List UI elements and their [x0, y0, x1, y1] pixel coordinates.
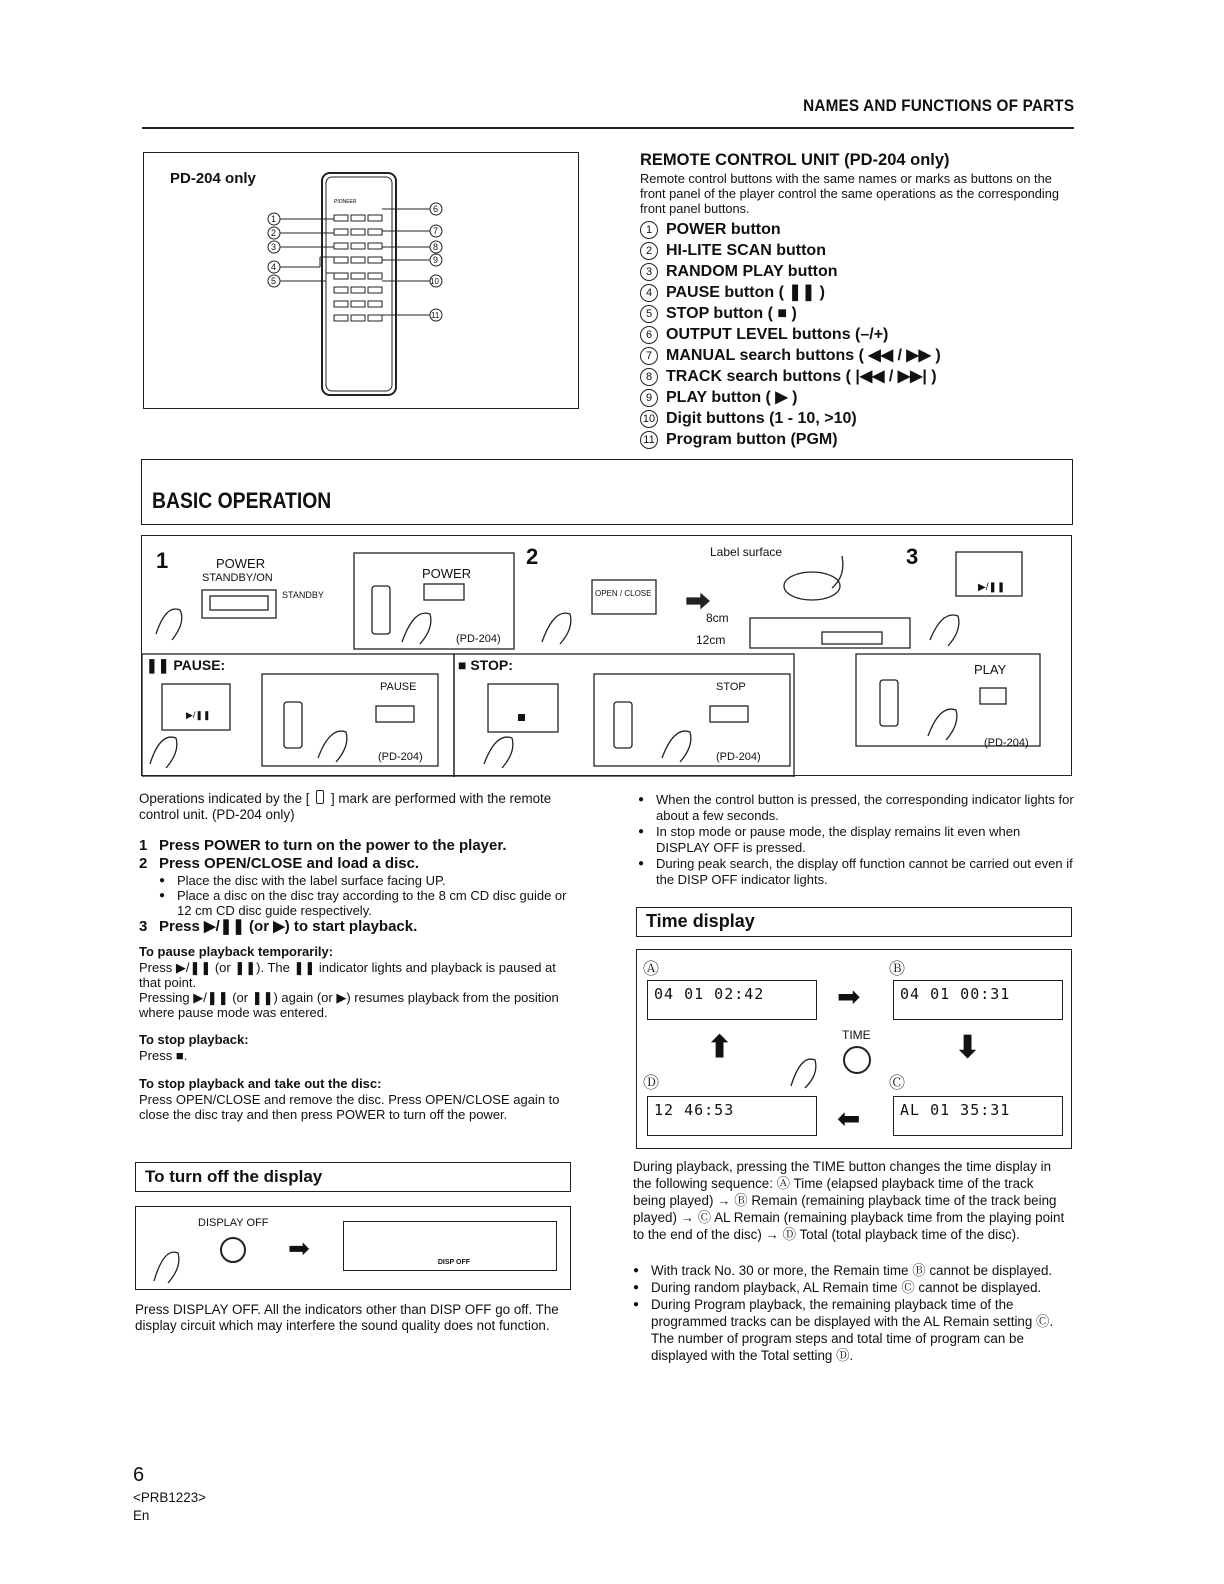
section-title: BASIC OPERATION	[152, 488, 332, 513]
item-label: HI-LITE SCAN button	[666, 242, 826, 259]
pause-body-2: Pressing ▶/❚❚ (or ❚❚) again (or ▶) resumes playback from the position where pause mode was entered.	[139, 990, 559, 1020]
left-text-column	[139, 790, 575, 1122]
arrow-up-icon: ⬆	[707, 1031, 733, 1064]
lcd-a: 04 01 02:42	[647, 980, 817, 1020]
bullet-item: ● During Program playback, the remaining playback time of the programmed tracks can be displayed with the AL Remain setting Ⓒ. The number of program steps and total time of program can be displayed with the Total setting Ⓓ.	[633, 1296, 1069, 1364]
remote-function-item	[640, 261, 1076, 282]
step-text: Press POWER to turn on the power to the player.	[159, 837, 507, 854]
finger-icon	[787, 1040, 827, 1090]
item-number: 1	[640, 221, 658, 239]
svg-text:8: 8	[433, 242, 439, 252]
display-off-button-label: DISPLAY OFF	[198, 1217, 269, 1229]
remote-function-item	[640, 282, 1076, 303]
item-number: 6	[640, 326, 658, 344]
mode-b-label: Ⓑ	[889, 961, 906, 978]
remote-function-item	[640, 429, 1076, 450]
item-label: RANDOM PLAY button	[666, 263, 838, 280]
item-number: 11	[640, 431, 658, 449]
remote-power-label: POWER	[422, 566, 472, 581]
eject-heading: To stop playback and take out the disc:	[139, 1076, 382, 1091]
stop-label: STOP	[716, 681, 746, 693]
remote-section	[640, 151, 1076, 450]
bullet-item: ● In stop mode or pause mode, the display remains lit even when DISPLAY OFF is pressed.	[638, 824, 1074, 856]
arrow-right-icon: ➡	[837, 981, 861, 1012]
remote-control-illustration	[254, 167, 454, 403]
item-label: POWER button	[666, 221, 781, 238]
time-button[interactable]	[843, 1046, 871, 1074]
svg-text:7: 7	[433, 226, 439, 236]
bullet-item: ● During random playback, AL Remain time Ⓒ cannot be displayed.	[633, 1279, 1069, 1296]
time-display-bullets	[633, 1262, 1069, 1364]
bullet-item: ● During peak search, the display off function cannot be carried out even if the DISP OFF indicator lights.	[638, 856, 1074, 888]
item-label: TRACK search buttons ( |◀◀ / ▶▶| )	[666, 368, 937, 385]
step2-bullets	[139, 873, 575, 918]
remote-figure	[143, 152, 579, 409]
step-2	[139, 855, 575, 873]
svg-text:5: 5	[271, 276, 277, 286]
remote-function-item	[640, 387, 1076, 408]
pause-title: ❚❚ PAUSE:	[146, 657, 226, 673]
pause-body-1: Press ▶/❚❚ (or ❚❚). The ❚❚ indicator lights and playback is paused at that point.	[139, 960, 556, 990]
brand-label: PIONEER	[334, 199, 357, 205]
standby-on-label: STANDBY/ON	[202, 572, 273, 584]
item-number: 2	[640, 242, 658, 260]
item-number: 9	[640, 389, 658, 407]
display-off-body: Press DISPLAY OFF. All the indicators other than DISP OFF go off. The display circuit which may interfere the sound quality does not function.	[135, 1302, 559, 1333]
item-label: PAUSE button ( ❚❚ )	[666, 284, 825, 301]
display-off-figure	[135, 1206, 571, 1290]
step-1	[139, 837, 575, 855]
mode-a-label: Ⓐ	[643, 961, 660, 978]
item-number: 10	[640, 410, 658, 428]
step-num: 2	[139, 855, 148, 872]
stop-title: ■ STOP:	[458, 657, 513, 673]
play-pause-label-pause: ▶/❚❚	[186, 710, 211, 720]
label-surface-label: Label surface	[710, 545, 783, 559]
remote-section-title: REMOTE CONTROL UNIT (PD-204 only)	[640, 151, 950, 169]
svg-text:4: 4	[271, 262, 277, 272]
remote-function-item	[640, 345, 1076, 366]
step-text: Press OPEN/CLOSE and load a disc.	[159, 855, 420, 872]
item-label: Digit buttons (1 - 10, >10)	[666, 410, 857, 427]
bullet-item: ● Place a disc on the disc tray according to the 8 cm CD disc guide or 12 cm CD disc guide respectively.	[159, 888, 575, 918]
pd204-label-1: (PD-204)	[456, 633, 501, 645]
arrow-down-icon: ⬇	[955, 1031, 981, 1064]
language-code: En	[133, 1508, 150, 1523]
lcd-d: 12 46:53	[647, 1096, 817, 1136]
step-3-text: Press ▶/❚❚ (or ▶) to start playback.	[159, 918, 418, 935]
item-number: 8	[640, 368, 658, 386]
remote-mark-icon	[316, 790, 324, 804]
open-close-label: OPEN / CLOSE	[595, 589, 652, 598]
step-1-number: 1	[156, 548, 169, 573]
steps-list	[139, 837, 575, 873]
page-number: 6	[133, 1464, 145, 1486]
item-label: Program button (PGM)	[666, 431, 838, 448]
power-label: POWER	[216, 556, 266, 571]
remote-function-item	[640, 303, 1076, 324]
steps-figure	[141, 535, 1072, 776]
item-label: MANUAL search buttons ( ◀◀ / ▶▶ )	[666, 347, 941, 364]
pd204-label-2: (PD-204)	[378, 751, 423, 763]
remote-function-item	[640, 408, 1076, 429]
remote-figure-label: PD-204 only	[170, 170, 256, 187]
item-label: OUTPUT LEVEL buttons (–/+)	[666, 326, 889, 343]
time-display-body: During playback, pressing the TIME button changes the time display in the following sequence: Ⓐ Time (elapsed playback time of the track being played) → Ⓑ Remain (remaining playback time of the track being played) → Ⓒ AL Remain (remaining playback time from the playing point to the end of the disc) → Ⓓ Total (total playback time of the disc).	[633, 1159, 1065, 1242]
step-3	[139, 918, 575, 936]
lcd-b: 04 01 00:31	[893, 980, 1063, 1020]
pause-heading: To pause playback temporarily:	[139, 944, 334, 959]
bullet-item: ● With track No. 30 or more, the Remain time Ⓑ cannot be displayed.	[633, 1262, 1069, 1279]
header-rule	[142, 127, 1074, 129]
pause-label: PAUSE	[380, 681, 417, 693]
eject-body: Press OPEN/CLOSE and remove the disc. Press OPEN/CLOSE again to close the disc tray and then press POWER to turn off the power.	[139, 1092, 560, 1122]
stop-body: Press ■.	[139, 1048, 188, 1063]
ops-note-part-a: Operations indicated by the [	[139, 791, 310, 806]
remote-function-item	[640, 324, 1076, 345]
item-number: 3	[640, 263, 658, 281]
bullet-item: ● When the control button is pressed, the corresponding indicator lights for about a few seconds.	[638, 792, 1074, 824]
page-header: NAMES AND FUNCTIONS OF PARTS	[802, 96, 1074, 115]
step-3-number: 3	[906, 544, 919, 569]
play-label: PLAY	[974, 662, 1007, 677]
basic-operation-header	[141, 459, 1073, 525]
step-num: 1	[139, 837, 148, 854]
standby-label: STANDBY	[282, 590, 324, 600]
time-button-label: TIME	[842, 1028, 871, 1042]
right-notes	[638, 792, 1074, 888]
svg-text:11: 11	[431, 311, 440, 320]
pd204-label-4: (PD-204)	[984, 737, 1029, 749]
mode-c-label: Ⓒ	[889, 1075, 906, 1092]
lcd-c: AL 01 35:31	[893, 1096, 1063, 1136]
item-number: 4	[640, 284, 658, 302]
svg-text:1: 1	[271, 214, 277, 224]
svg-text:9: 9	[433, 255, 439, 265]
pd204-label-3: (PD-204)	[716, 751, 761, 763]
finger-icon	[148, 1233, 188, 1285]
display-off-title: To turn off the display	[145, 1167, 323, 1186]
time-display-header	[636, 907, 1072, 937]
remote-function-item	[640, 366, 1076, 387]
arrow-left-icon: ⬅	[837, 1103, 861, 1134]
step-2-number: 2	[526, 544, 539, 569]
remote-function-item	[640, 219, 1076, 240]
mode-d-label: Ⓓ	[643, 1075, 660, 1092]
display-panel	[343, 1221, 557, 1271]
12cm-label: 12cm	[696, 633, 726, 647]
display-off-button[interactable]	[220, 1237, 246, 1263]
stop-heading: To stop playback:	[139, 1032, 249, 1047]
item-number: 7	[640, 347, 658, 365]
play-pause-label-3: ▶/❚❚	[978, 582, 1006, 593]
remote-function-list	[640, 219, 1076, 450]
document-code: <PRB1223>	[133, 1490, 206, 1505]
disp-off-indicator: DISP OFF	[437, 1259, 470, 1266]
item-label: STOP button ( ■ )	[666, 305, 797, 322]
remote-function-item	[640, 240, 1076, 261]
ops-note	[139, 790, 575, 823]
time-display-figure	[636, 949, 1072, 1149]
ops-note-part-b: ] mark are performed with the remote control unit. (PD-204 only)	[139, 791, 552, 822]
svg-text:3: 3	[271, 242, 277, 252]
display-off-header	[135, 1162, 571, 1192]
step-3-num: 3	[139, 918, 148, 935]
steps-illustration	[142, 536, 1073, 777]
remote-section-intro: Remote control buttons with the same names or marks as buttons on the front panel of the player control the same operations as the corresponding front panel buttons.	[640, 171, 1059, 216]
svg-text:2: 2	[271, 228, 277, 238]
svg-text:10: 10	[430, 277, 439, 286]
item-label: PLAY button ( ▶ )	[666, 389, 798, 406]
8cm-label: 8cm	[706, 611, 729, 625]
bullet-item: ● Place the disc with the label surface facing UP.	[159, 873, 575, 888]
time-display-title: Time display	[646, 911, 755, 931]
item-number: 5	[640, 305, 658, 323]
arrow-right-icon: ➡	[288, 1233, 310, 1263]
svg-text:6: 6	[433, 204, 439, 214]
